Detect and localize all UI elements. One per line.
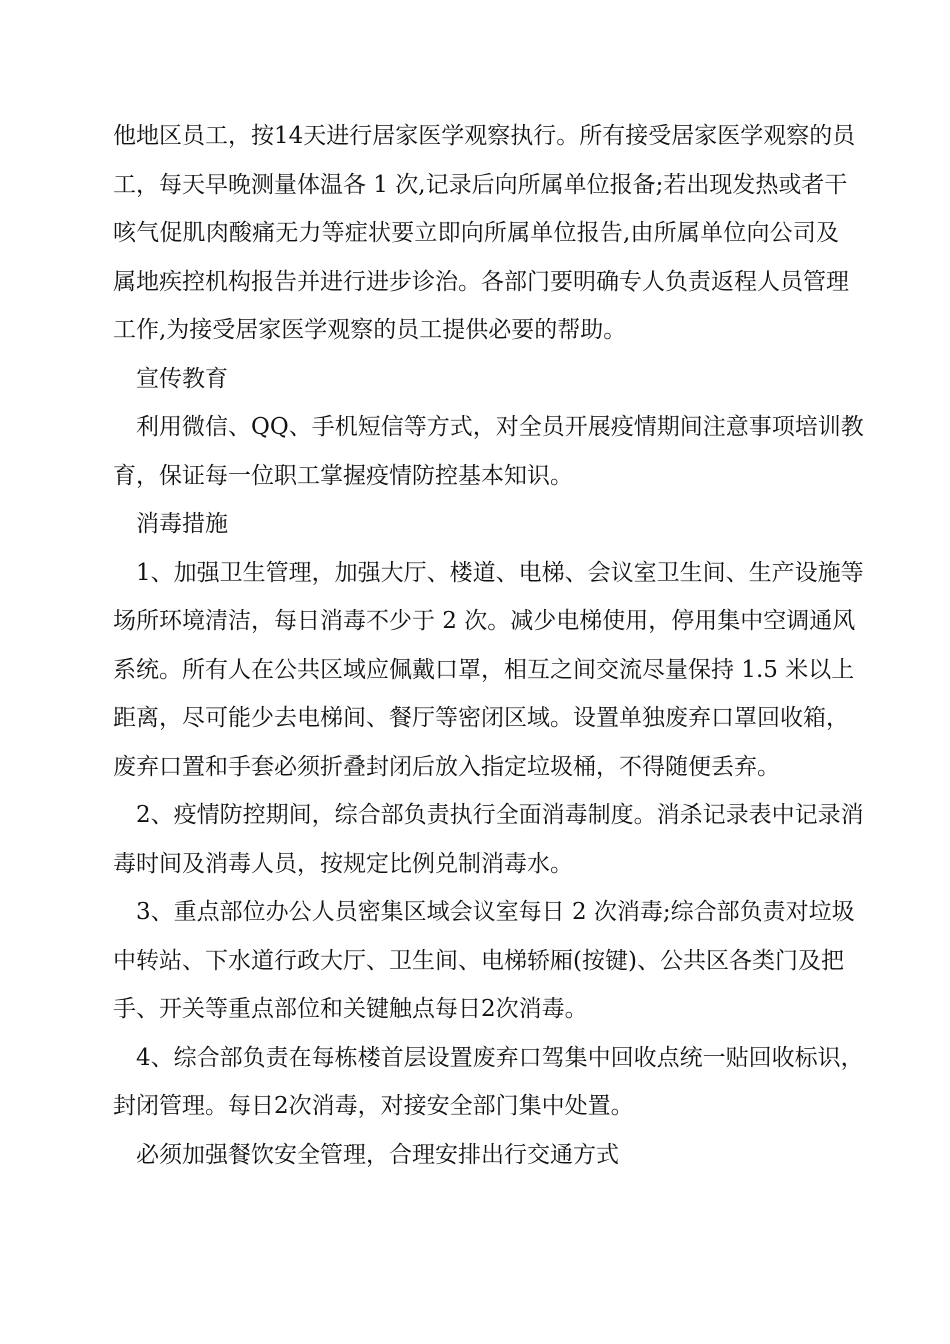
paragraph-line: 他地区员工，按14天进行居家医学观察执行。所有接受居家医学观察的员 (113, 123, 856, 149)
paragraph-line: 1、加强卫生管理，加强大厅、楼道、电梯、会议室卫生间、生产设施等 (136, 559, 864, 586)
paragraph-line: 利用微信、QQ、手机短信等方式，对全员开展疫情期间注意事项培训教 (136, 414, 864, 440)
section-heading: 消毒措施 (136, 511, 228, 537)
paragraph-line: 场所环境清洁，每日消毒不少于 2 次。减少电梯使用，停用集中空调通风 (113, 608, 856, 634)
paragraph-line: 育，保证每一位职工掌握疫情防控基本知识。 (113, 462, 573, 489)
paragraph-line: 咳气促肌肉酸痛无力等症状要立即向所属单位报告,由所属单位向公司及 (113, 220, 839, 246)
document-body (113, 112, 864, 1179)
paragraph-line: 工作,为接受居家医学观察的员工提供必要的帮助。 (113, 317, 627, 343)
section-heading: 宣传教育 (136, 365, 228, 392)
paragraph-line: 距离，尽可能少去电梯间、餐厅等密闭区域。设置单独废弃口罩回收箱， (113, 705, 849, 731)
paragraph-line: 毒时间及消毒人员，按规定比例兑制消毒水。 (113, 850, 573, 877)
paragraph-line: 中转站、下水道行政大厅、卫生间、电梯轿厢(按键)、公共区各类门及把 (113, 947, 844, 974)
paragraph-line: 手、开关等重点部位和关键触点每日2次消毒。 (113, 996, 588, 1022)
paragraph-line: 废弃口置和手套必须折叠封闭后放入指定垃圾桶，不得随便丢弃。 (113, 753, 780, 780)
paragraph-line: 2、疫情防控期间，综合部负责执行全面消毒制度。消杀记录表中记录消 (136, 802, 864, 828)
section-heading: 必须加强餐饮安全管理，合理安排出行交通方式 (136, 1141, 619, 1168)
paragraph-line: 工，每天早晚测量体温各 1 次,记录后向所属单位报备;若出现发热或者干 (113, 171, 848, 198)
paragraph-line: 4、综合部负责在每栋楼首层设置废弃口驾集中回收点统一贴回收标识， (136, 1044, 864, 1071)
paragraph-line: 封闭管理。每日2次消毒，对接安全部门集中处置。 (113, 1093, 634, 1119)
paragraph-line: 属地疾控机构报告并进行进步诊治。各部门要明确专人负责返程人员管理 (113, 268, 849, 295)
paragraph-line: 3、重点部位办公人员密集区域会议室每日 2 次消毒;综合部负责对垃圾 (136, 899, 855, 925)
paragraph-line: 系统。所有人在公共区域应佩戴口罩，相互之间交流尽量保持 1.5 米以上 (113, 656, 855, 683)
